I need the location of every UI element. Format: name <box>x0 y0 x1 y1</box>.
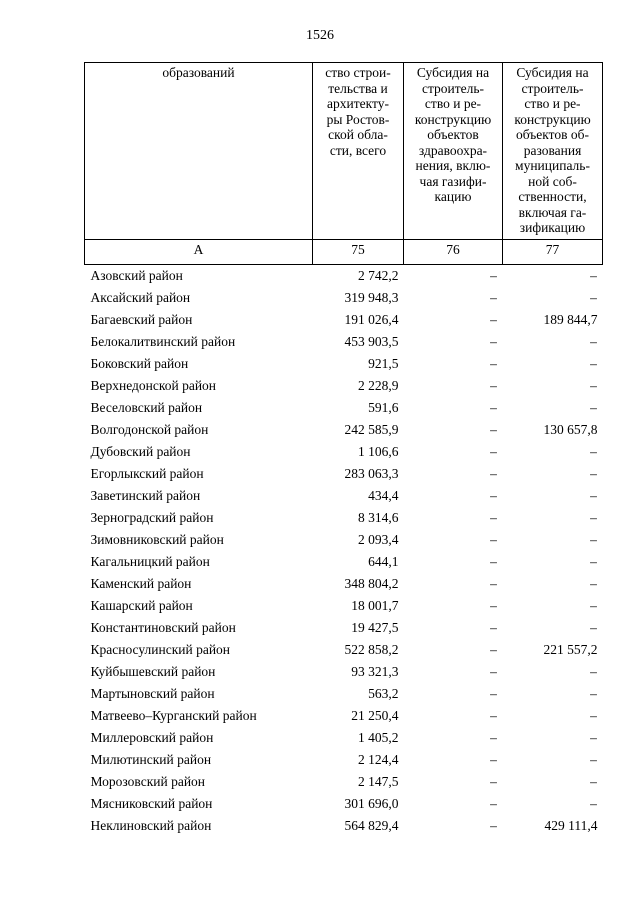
total-value: 522 858,2 <box>344 642 399 657</box>
table-row <box>85 463 603 485</box>
health-subsidy-value-dash: – <box>490 576 497 591</box>
header-line: ной соб- <box>528 173 577 189</box>
district-name: Аксайский район <box>90 290 191 305</box>
health-subsidy-value-dash: – <box>490 730 497 745</box>
header-line: ской обла- <box>328 127 388 142</box>
table-row <box>85 793 603 815</box>
header-line: ство и ре- <box>424 96 482 111</box>
total-value: 301 696,0 <box>344 796 399 811</box>
page-number: 1526 <box>306 28 334 43</box>
health-subsidy-value-dash: – <box>490 796 497 811</box>
header-line: объектов об- <box>516 127 589 142</box>
district-name: Миллеровский район <box>90 730 214 745</box>
table-row <box>85 661 603 683</box>
education-subsidy-value <box>503 705 603 727</box>
education-subsidy-value <box>503 595 603 617</box>
health-subsidy-value <box>404 793 503 815</box>
table-row <box>85 529 603 551</box>
subsidy-table <box>84 62 603 837</box>
district-name: Боковский район <box>90 356 189 371</box>
table-row <box>85 441 603 463</box>
health-subsidy-value <box>404 749 503 771</box>
table-row <box>85 419 603 441</box>
district-name: Красносулинский район <box>90 642 231 657</box>
health-subsidy-value <box>404 485 503 507</box>
education-subsidy-value-dash: – <box>590 554 597 569</box>
header-line: строитель- <box>521 80 584 96</box>
education-subsidy-value <box>503 573 603 595</box>
health-subsidy-value-dash: – <box>490 598 497 613</box>
header-line: зификацию <box>519 220 586 235</box>
district-name: Заветинский район <box>90 488 201 503</box>
district-name: Матвеево–Курганский район <box>90 708 257 723</box>
health-subsidy-value-dash: – <box>490 818 497 833</box>
education-subsidy-value <box>503 507 603 529</box>
health-subsidy-value <box>404 529 503 551</box>
district-name: Морозовский район <box>90 774 206 789</box>
health-subsidy-value <box>404 705 503 727</box>
total-value: 191 026,4 <box>344 312 399 327</box>
total-value: 591,6 <box>368 400 399 415</box>
health-subsidy-value-dash: – <box>490 774 497 789</box>
header-line: объектов <box>427 127 479 142</box>
table-row <box>85 639 603 661</box>
district-name: Милютинский район <box>90 752 212 767</box>
health-subsidy-value-dash: – <box>490 510 497 525</box>
health-subsidy-value <box>404 331 503 353</box>
education-subsidy-value <box>503 727 603 749</box>
education-subsidy-value: 189 844,7 <box>543 312 598 327</box>
education-subsidy-value <box>503 749 603 771</box>
total-value: 2 124,4 <box>358 752 399 767</box>
education-subsidy-value-dash: – <box>590 730 597 745</box>
column-codes-row <box>85 240 603 265</box>
table-row <box>85 375 603 397</box>
district-name: Егорлыкский район <box>90 466 204 481</box>
table-row <box>85 815 603 837</box>
health-subsidy-value-dash: – <box>490 444 497 459</box>
total-value: 283 063,3 <box>344 466 399 481</box>
total-value: 319 948,3 <box>344 290 399 305</box>
header-line: Субсидия на <box>416 65 490 80</box>
health-subsidy-value <box>404 265 503 288</box>
district-name: Мартыновский район <box>90 686 215 701</box>
health-subsidy-value <box>404 397 503 419</box>
table-row <box>85 727 603 749</box>
education-subsidy-value <box>503 375 603 397</box>
table-row <box>85 397 603 419</box>
health-subsidy-value-dash: – <box>490 620 497 635</box>
education-subsidy-value <box>503 353 603 375</box>
header-line: нения, вклю- <box>415 158 491 173</box>
header-line: конструкцию <box>514 111 591 127</box>
education-subsidy-value-dash: – <box>590 686 597 701</box>
health-subsidy-value <box>404 595 503 617</box>
education-subsidy-value: 429 111,4 <box>544 818 598 833</box>
column-code: 75 <box>313 240 404 265</box>
header-line: образований <box>162 65 235 80</box>
table-row <box>85 749 603 771</box>
table-header-row <box>85 63 603 240</box>
health-subsidy-value-dash: – <box>490 488 497 503</box>
education-subsidy-value-dash: – <box>590 774 597 789</box>
district-name: Дубовский район <box>90 444 191 459</box>
health-subsidy-value-dash: – <box>490 290 497 305</box>
header-line: ственности, <box>518 189 587 204</box>
health-subsidy-value-dash: – <box>490 312 497 327</box>
table-row <box>85 485 603 507</box>
health-subsidy-value-dash: – <box>490 686 497 701</box>
education-subsidy-value-dash: – <box>590 620 597 635</box>
education-subsidy-value <box>503 617 603 639</box>
total-value: 564 829,4 <box>344 818 399 833</box>
education-subsidy-value-dash: – <box>590 532 597 547</box>
table-row <box>85 265 603 288</box>
education-subsidy-value-dash: – <box>590 708 597 723</box>
total-value: 1 106,6 <box>358 444 399 459</box>
health-subsidy-value <box>404 419 503 441</box>
health-subsidy-value-dash: – <box>490 356 497 371</box>
table-row <box>85 595 603 617</box>
table-row <box>85 573 603 595</box>
health-subsidy-value <box>404 727 503 749</box>
table-row <box>85 683 603 705</box>
header-total <box>313 63 404 240</box>
total-value: 1 405,2 <box>358 730 399 745</box>
health-subsidy-value <box>404 815 503 837</box>
header-line: строитель- <box>421 80 485 96</box>
district-name: Веселовский район <box>90 400 203 415</box>
health-subsidy-value-dash: – <box>490 752 497 767</box>
health-subsidy-value-dash: – <box>490 708 497 723</box>
table-row <box>85 353 603 375</box>
table-row <box>85 287 603 309</box>
total-value: 2 742,2 <box>358 268 399 283</box>
district-name: Кашарский район <box>90 598 193 613</box>
health-subsidy-value <box>404 287 503 309</box>
header-line: муниципаль- <box>515 158 590 173</box>
education-subsidy-value <box>503 529 603 551</box>
education-subsidy-value-dash: – <box>590 752 597 767</box>
health-subsidy-value-dash: – <box>490 554 497 569</box>
total-value: 18 001,7 <box>351 598 399 613</box>
education-subsidy-value: 130 657,8 <box>543 422 598 437</box>
health-subsidy-value-dash: – <box>490 400 497 415</box>
education-subsidy-value <box>503 661 603 683</box>
education-subsidy-value <box>503 265 603 288</box>
health-subsidy-value-dash: – <box>490 268 497 283</box>
district-name: Мясниковский район <box>90 796 213 811</box>
total-value: 644,1 <box>368 554 399 569</box>
education-subsidy-value: 221 557,2 <box>543 642 598 657</box>
total-value: 2 147,5 <box>358 774 399 789</box>
education-subsidy-value-dash: – <box>590 796 597 811</box>
district-name: Белокалитвинский район <box>90 334 236 349</box>
table-row <box>85 705 603 727</box>
health-subsidy-value <box>404 639 503 661</box>
education-subsidy-value-dash: – <box>590 378 597 393</box>
column-code: А <box>85 240 313 265</box>
district-name: Константиновский район <box>90 620 236 635</box>
education-subsidy-value-dash: – <box>590 400 597 415</box>
header-line: ство и ре- <box>524 96 581 111</box>
education-subsidy-value <box>503 793 603 815</box>
header-health-subsidy <box>404 63 503 240</box>
health-subsidy-value <box>404 309 503 331</box>
education-subsidy-value <box>503 485 603 507</box>
health-subsidy-value <box>404 617 503 639</box>
district-name: Неклиновский район <box>90 818 212 833</box>
header-line: включая га- <box>518 204 587 220</box>
table-row <box>85 331 603 353</box>
education-subsidy-value <box>503 397 603 419</box>
total-value: 434,4 <box>368 488 399 503</box>
column-code: 77 <box>503 240 603 265</box>
education-subsidy-value-dash: – <box>590 268 597 283</box>
district-name: Кагальницкий район <box>90 554 210 569</box>
education-subsidy-value <box>503 463 603 485</box>
health-subsidy-value <box>404 507 503 529</box>
total-value: 563,2 <box>368 686 399 701</box>
header-line: ры Ростов- <box>326 111 390 127</box>
district-name: Куйбышевский район <box>90 664 216 679</box>
education-subsidy-value-dash: – <box>590 290 597 305</box>
total-value: 19 427,5 <box>351 620 399 635</box>
table-row <box>85 507 603 529</box>
health-subsidy-value <box>404 375 503 397</box>
health-subsidy-value <box>404 661 503 683</box>
header-line: сти, всего <box>329 142 387 158</box>
district-name: Зерноградский район <box>90 510 214 525</box>
health-subsidy-value <box>404 573 503 595</box>
education-subsidy-value-dash: – <box>590 466 597 481</box>
header-line: разования <box>523 142 582 158</box>
header-line: здравоохра- <box>418 142 488 158</box>
district-name: Верхнедонской район <box>90 378 217 393</box>
district-name: Зимовниковский район <box>90 532 224 547</box>
total-value: 8 314,6 <box>358 510 399 525</box>
education-subsidy-value <box>503 771 603 793</box>
education-subsidy-value-dash: – <box>590 510 597 525</box>
health-subsidy-value-dash: – <box>490 334 497 349</box>
health-subsidy-value-dash: – <box>490 532 497 547</box>
education-subsidy-value-dash: – <box>590 598 597 613</box>
total-value: 921,5 <box>368 356 399 371</box>
district-name: Волгодонской район <box>90 422 209 437</box>
header-line: Субсидия на <box>516 65 589 80</box>
education-subsidy-value-dash: – <box>590 444 597 459</box>
table-row <box>85 771 603 793</box>
header-line: тельства и <box>328 80 388 96</box>
education-subsidy-value <box>503 441 603 463</box>
table-row <box>85 551 603 573</box>
total-value: 93 321,3 <box>351 664 399 679</box>
total-value: 2 228,9 <box>358 378 399 393</box>
education-subsidy-value-dash: – <box>590 356 597 371</box>
education-subsidy-value-dash: – <box>590 488 597 503</box>
health-subsidy-value-dash: – <box>490 466 497 481</box>
district-name: Багаевский район <box>90 312 193 327</box>
health-subsidy-value-dash: – <box>490 378 497 393</box>
header-line: ство строи- <box>325 65 391 80</box>
header-line: архитекту- <box>327 96 389 111</box>
education-subsidy-value-dash: – <box>590 576 597 591</box>
district-name: Азовский район <box>90 268 183 283</box>
education-subsidy-value <box>503 331 603 353</box>
health-subsidy-value <box>404 551 503 573</box>
header-line: конструкцию <box>414 111 492 127</box>
health-subsidy-value <box>404 441 503 463</box>
health-subsidy-value <box>404 463 503 485</box>
total-value: 453 903,5 <box>344 334 399 349</box>
total-value: 242 585,9 <box>344 422 399 437</box>
column-code: 76 <box>404 240 503 265</box>
education-subsidy-value <box>503 287 603 309</box>
education-subsidy-value-dash: – <box>590 334 597 349</box>
education-subsidy-value-dash: – <box>590 664 597 679</box>
table-row <box>85 617 603 639</box>
total-value: 2 093,4 <box>358 532 399 547</box>
health-subsidy-value <box>404 683 503 705</box>
header-education-subsidy <box>503 63 603 240</box>
total-value: 348 804,2 <box>344 576 399 591</box>
education-subsidy-value <box>503 551 603 573</box>
health-subsidy-value-dash: – <box>490 664 497 679</box>
header-municipality <box>85 63 313 240</box>
education-subsidy-value <box>503 683 603 705</box>
district-name: Каменский район <box>90 576 192 591</box>
health-subsidy-value-dash: – <box>490 422 497 437</box>
header-line: чая газифи- <box>419 173 487 189</box>
table-row <box>85 309 603 331</box>
header-line: кацию <box>434 189 472 204</box>
total-value: 21 250,4 <box>351 708 399 723</box>
health-subsidy-value <box>404 353 503 375</box>
health-subsidy-value <box>404 771 503 793</box>
health-subsidy-value-dash: – <box>490 642 497 657</box>
